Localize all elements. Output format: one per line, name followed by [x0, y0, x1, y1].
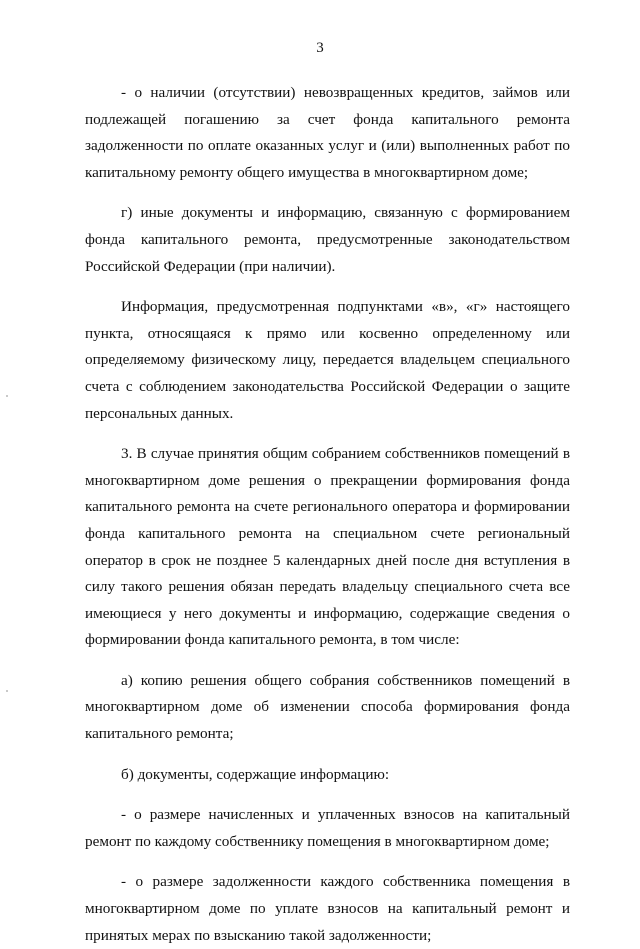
page-number: 3 — [316, 40, 324, 56]
paragraph-item-b: б) документы, содержащие информацию: — [121, 765, 390, 783]
paragraph-personal-data: Информация, предусмотренная подпунктами «в», «г» настоящего пункта, относящаяся к прямо или косвенно определенному или определяемому физическому лицу, передается владельцем специального счета с соблюдением законодательства Российской Федерации о защите персональных данных. — [85, 298, 570, 422]
paragraph-item-a: а) копию решения общего собрания собственников помещений в многоквартирном доме об изменении способа формирования фонда капитального ремонта; — [85, 671, 570, 743]
scan-speck — [6, 395, 8, 397]
paragraph-contributions: - о размере начисленных и уплаченных взносов на капитальный ремонт по каждому собственнику помещения в многоквартирном доме; — [85, 806, 570, 850]
scan-speck — [6, 690, 8, 692]
paragraph-item-3: 3. В случае принятия общим собранием собственников помещений в многоквартирном доме решения о прекращении формирования фонда капитального ремонта на счете регионального оператора и формировании фонда капитального ремонта на специальном счете региональный оператор в срок не позднее 5 календарных дней после дня вступления в силу такого решения обязан передать владельцу специального счета все имеющиеся у него документы и информацию, содержащие сведения о формировании фонда капитального ремонта, в том числе: — [85, 445, 570, 649]
paragraph-item-g: г) иные документы и информацию, связанную с формированием фонда капитального ремонта, предусмотренные законодательством Российской Федерации (при наличии). — [85, 204, 570, 275]
paragraph-loans-debt: - о наличии (отсутствии) невозвращенных кредитов, займов или подлежащей погашению за счет фонда капитального ремонта задолженности по оплате оказанных услуг и (или) выполненных работ по капитальному ремонту общего имущества в многоквартирном доме; — [85, 84, 570, 181]
document-body — [85, 80, 570, 949]
paragraph-arrears: - о размере задолженности каждого собственника помещения в многоквартирном доме по уплате взносов на капитальный ремонт и принятых мерах по взысканию такой задолженности; — [85, 873, 570, 944]
